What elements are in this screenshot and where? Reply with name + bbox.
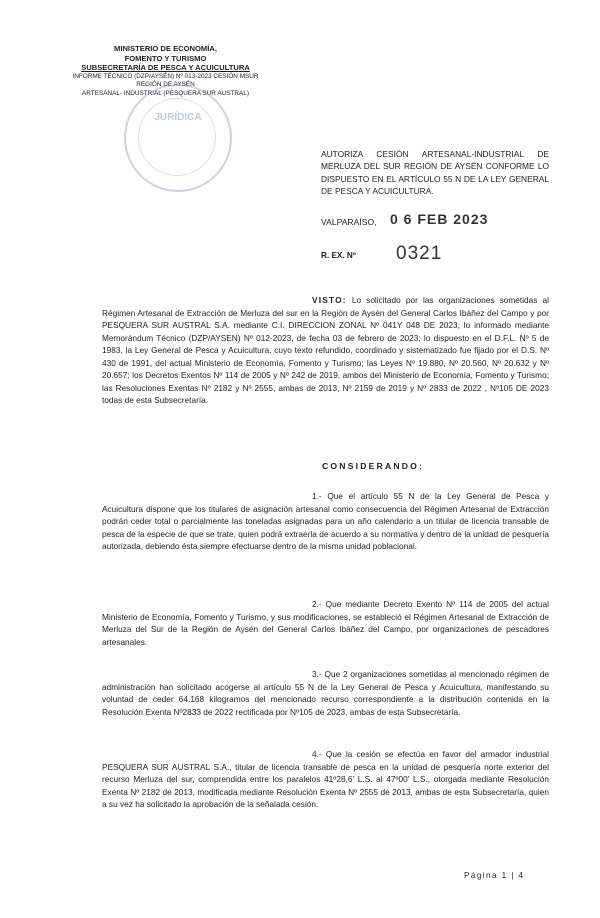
place-label: VALPARAÍSO, bbox=[321, 217, 377, 227]
considerando-2-text: 2.- Que mediante Decreto Exento Nº 114 de 2005 del actual Ministerio de Economía, Fomento y Turismo, y sus modificaciones, se estableció el Régimen Artesanal de Extracción de Merluza del Sur de la Región de Aysén del General Carlos Ibáñez del Campo, por organizaciones de pescadores artesanales. bbox=[102, 599, 549, 647]
considerando-3 bbox=[102, 668, 549, 718]
rex-label: R. EX. Nº bbox=[321, 251, 356, 260]
ministry-name-cont: FOMENTO Y TURISMO bbox=[124, 53, 207, 63]
juridica-stamp bbox=[124, 84, 232, 192]
ministry-name: MINISTERIO DE ECONOMÍA, bbox=[114, 44, 217, 53]
region-ref: REGIÓN DE AYSÉN bbox=[136, 81, 195, 89]
considerando-3-text: 3.- Que 2 organizaciones sometidas al mencionado régimen de administración han solicitado acogerse al artículo 55 N de la Ley General de Pesca y Acuicultura, manifestando su voluntad de ceder 64.168 kilogramos del mencionado recurso correspondiente a la distribución contenida en la Resolución Exenta Nº2833 de 2022 rectificada por Nº105 de 2023, ambas de esta Subsecretaría. bbox=[102, 669, 549, 717]
considerando-1 bbox=[102, 490, 549, 553]
considerando-4 bbox=[102, 748, 549, 811]
considerando-2 bbox=[102, 598, 549, 648]
page-number: Página 1 | 4 bbox=[464, 871, 525, 880]
informe-tecnico-ref: INFORME TÉCNICO (DZP/AYSÉN) Nº 013-2023 CESIÓN MSUR bbox=[72, 72, 259, 80]
considerando-4-text: 4.- Que la cesión se efectúa en favor del armador industrial PESQUERA SUR AUSTRAL S.A., titular de licencia transable de pesca en la unidad de pesquería norte exterior del recurso Merluza del sur, comprendida entre los paralelos 41º28,6' L.S. al 47º00' L.S., otorgada mediante Resolución Exenta Nº 2182 de 2013, modificada mediante Resolución Exenta Nº 2555 de 2013, ambas de esta Subsecretaría, quien a su vez ha solicitado la aprobación de la señalada cesión. bbox=[102, 749, 549, 810]
considerando-1-text: 1.- Que el artículo 55 N de la Ley General de Pesca y Acuicultura dispone que los titulares de asignación artesanal como consecuencia del Régimen Artesanal de Extracción podrán ceder total o parcialmente las toneladas asignadas para un año calendario a un titular de licencia transable de pesca de la especie de que se trate, quien podrá extraerla de acuerdo a su normativa y dentro de la unidad de pesquería autorizada, debiendo ésta siempre efectuarse dentro de la misma unidad poblacional. bbox=[102, 491, 549, 552]
subsecretaria-name: SUBSECRETARÍA DE PESCA Y ACUICULTURA bbox=[81, 63, 250, 73]
visto-text: Lo solicitado por las organizaciones sometidas al Régimen Artesanal de Extracción de Merluza del sur en la Región de Aysén del General Carlos Ibáñez del Campo y por PESQUERA SUR AUSTRAL S.A. mediante C.I. DIRECCION ZONAL Nº 041Y 048 DE 2023; lo informado mediante Memorándum Técnico (DZP/AYSEN) Nº 012-2023, de fecha 03 de febrero de 2023; lo dispuesto en el D.F.L. Nº 5 de 1983, la Ley General de Pesca y Acuicultura, cuyo texto refundido, coordinado y sistematizado fue fijado por el D.S. Nº 430 de 1991, del actual Ministerio de Economía, Fomento y Turismo; las Leyes Nº 19.880, Nº 20.560, Nº 20.632 y Nº 20.657; los Decretos Exentos Nº 114 de 2005 y Nº 242 de 2019, ambos del Ministerio de Economía, Fomento y Turismo; las Resoluciones Exentas Nº 2182 y Nº 2555, ambas de 2013, Nº 2159 de 2019 y Nº 2833 de 2022 , Nº105 DE 2023 todas de esta Subsecretaría. bbox=[102, 295, 549, 406]
stamp-inner-ring bbox=[138, 98, 216, 176]
visto-paragraph bbox=[102, 294, 549, 407]
stamp-text: JURÍDICA bbox=[154, 112, 202, 123]
cesion-type-ref: ARTESANAL- INDUSTRIAL (PESQUERA SUR AUSTRAL) bbox=[82, 89, 249, 97]
considerando-heading: CONSIDERANDO: bbox=[322, 461, 425, 471]
resolution-subject: AUTORIZA CESIÓN ARTESANAL-INDUSTRIAL DE MERLUZA DEL SUR REGIÓN DE AYSÉN CONFORME LO DISPUESTO EN EL ARTÍCULO 55 N DE LA LEY GENERAL DE PESCA Y ACUICULTURA. bbox=[321, 149, 549, 197]
visto-label: VISTO: bbox=[312, 295, 347, 305]
rex-number: 0321 bbox=[396, 243, 443, 264]
date-stamp: 0 6 FEB 2023 bbox=[390, 211, 489, 227]
